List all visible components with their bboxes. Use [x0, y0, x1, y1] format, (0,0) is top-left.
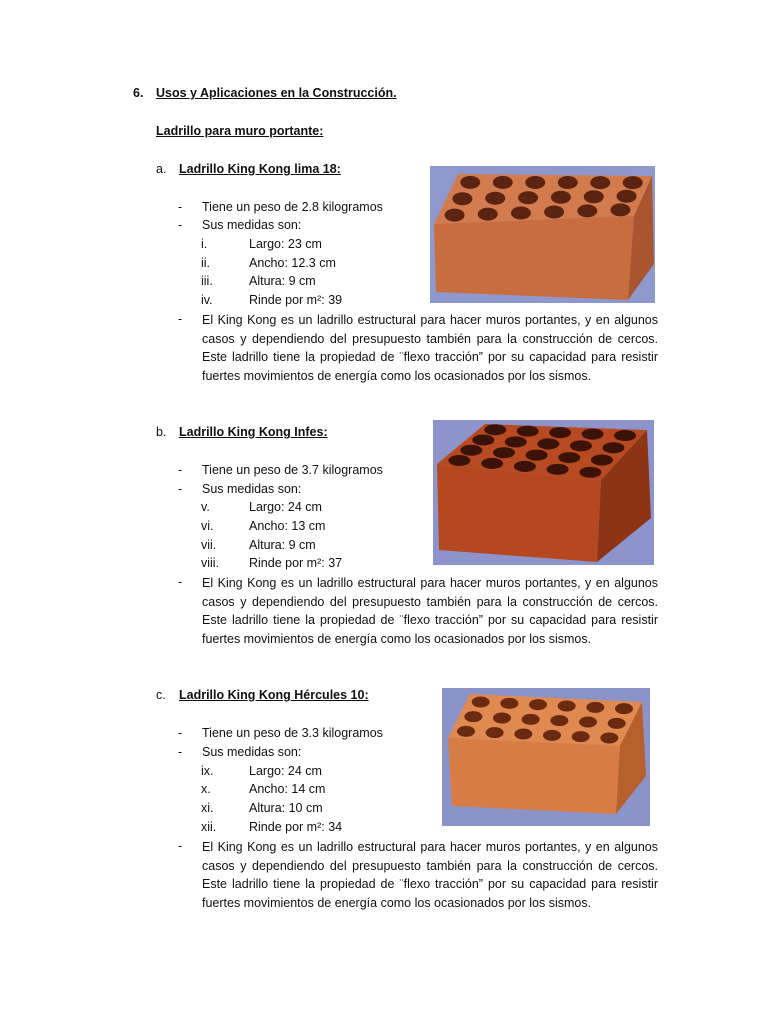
brick-hole [478, 208, 498, 221]
measure-text: Largo: 24 cm [249, 500, 322, 514]
brick-hole [485, 192, 505, 205]
brick-hole [615, 703, 633, 714]
brick-b-weight: Tiene un peso de 3.7 kilogramos [202, 463, 383, 477]
brick-a-image [430, 166, 655, 303]
measure-text: Rinde por m²: 34 [249, 820, 343, 834]
brick-hole [448, 455, 470, 466]
bullet-dash: - [178, 745, 183, 759]
brick-hole [610, 203, 630, 216]
brick-hole [500, 698, 518, 709]
measure-number: vii. [201, 538, 217, 552]
brick-hole [484, 424, 506, 435]
brick-hole [579, 467, 601, 478]
brick-b-measures-label: Sus medidas son: [202, 482, 302, 496]
measure-number: ii. [201, 256, 211, 270]
brick-a-weight: Tiene un peso de 2.8 kilogramos [202, 200, 383, 214]
brick-c-title: Ladrillo King Kong Hércules 10: [179, 688, 369, 702]
measure-text: Largo: 23 cm [249, 237, 322, 251]
brick-hole [472, 434, 494, 445]
brick-hole [522, 714, 540, 725]
brick-hole [579, 717, 597, 728]
brick-hole [526, 450, 548, 461]
brick-hole [486, 727, 504, 738]
measure-number: i. [201, 237, 208, 251]
brick-hole [586, 702, 604, 713]
brick-hole [525, 176, 545, 189]
measure-text: Rinde por m²: 39 [249, 293, 343, 307]
brick-a-description: El King Kong es un ladrillo estructural para hacer muros portantes, y en algunos casos y dependiendo del presupuesto también para la construcción de cercos. Este ladrillo tiene la propiedad de ¨flexo tracción” por su capacidad para resistir fuertes movimientos de energía como los ocasionados por los sismos. [202, 313, 658, 383]
measure-text: Altura: 9 cm [249, 274, 316, 288]
brick-b-image [433, 420, 654, 565]
bullet-dash: - [178, 726, 183, 740]
brick-hole [577, 204, 597, 217]
brick-hole [614, 430, 636, 441]
section-title: Usos y Aplicaciones en la Construcción. [156, 86, 397, 100]
brick-hole [590, 176, 610, 189]
measure-number: viii. [201, 556, 220, 570]
brick-hole [493, 713, 511, 724]
brick-hole [460, 176, 480, 189]
brick-front-face [448, 738, 620, 814]
brick-hole [529, 699, 547, 710]
brick-hole [549, 427, 571, 438]
brick-hole [572, 731, 590, 742]
bullet-dash: - [178, 575, 183, 589]
brick-hole [608, 718, 626, 729]
brick-a-title: Ladrillo King Kong lima 18: [179, 162, 341, 176]
brick-hole [623, 176, 643, 189]
brick-hole [558, 701, 576, 712]
brick-hole [544, 205, 564, 218]
brick-hole [493, 176, 513, 189]
bullet-dash: - [178, 482, 183, 496]
brick-hole [472, 697, 490, 708]
brick-c-description: El King Kong es un ladrillo estructural para hacer muros portantes, y en algunos casos y dependiendo del presupuesto también para la construcción de cercos. Este ladrillo tiene la propiedad de ¨flexo tracción” por su capacidad para resistir fuertes movimientos de energía como los ocasionados por los sismos. [202, 840, 658, 910]
brick-hole [457, 726, 475, 737]
brick-hole [464, 711, 482, 722]
brick-hole [518, 191, 538, 204]
brick-hole [452, 192, 472, 205]
section-number: 6. [133, 86, 144, 100]
measure-number: iii. [201, 274, 213, 288]
measure-number: xi. [201, 801, 214, 815]
brick-c-weight: Tiene un peso de 3.3 kilogramos [202, 726, 383, 740]
brick-hole [582, 429, 604, 440]
brick-hole [551, 191, 571, 204]
brick-a-measures-label: Sus medidas son: [202, 218, 302, 232]
measure-text: Rinde por m²: 37 [249, 556, 343, 570]
measure-number: xii. [201, 820, 217, 834]
section-subtitle: Ladrillo para muro portante: [156, 124, 324, 138]
brick-hole [543, 730, 561, 741]
measure-text: Largo: 24 cm [249, 764, 322, 778]
brick-hole [602, 442, 624, 453]
bullet-dash: - [178, 463, 183, 477]
measure-text: Ancho: 14 cm [249, 782, 326, 796]
brick-hole [558, 176, 578, 189]
measure-text: Ancho: 13 cm [249, 519, 326, 533]
brick-b-letter: b. [156, 425, 167, 439]
brick-hole [445, 209, 465, 222]
bullet-dash: - [178, 218, 183, 232]
brick-hole [537, 438, 559, 449]
brick-hole [511, 207, 531, 220]
measure-text: Altura: 10 cm [249, 801, 323, 815]
measure-number: vi. [201, 519, 214, 533]
brick-hole [617, 190, 637, 203]
bullet-dash: - [178, 312, 183, 326]
brick-hole [584, 190, 604, 203]
bullet-dash: - [178, 200, 183, 214]
bullet-dash: - [178, 839, 183, 853]
brick-hole [514, 461, 536, 472]
brick-c-image [442, 688, 650, 826]
brick-c-letter: c. [156, 688, 166, 702]
measure-number: iv. [201, 293, 213, 307]
brick-hole [558, 452, 580, 463]
brick-hole [600, 733, 618, 744]
measure-text: Altura: 9 cm [249, 538, 316, 552]
brick-hole [570, 440, 592, 451]
brick-hole [493, 447, 515, 458]
brick-hole [547, 464, 569, 475]
brick-hole [591, 455, 613, 466]
brick-front-face [437, 464, 601, 562]
measure-number: ix. [201, 764, 214, 778]
brick-hole [460, 445, 482, 456]
brick-b-description: El King Kong es un ladrillo estructural para hacer muros portantes, y en algunos casos y dependiendo del presupuesto también para la construcción de cercos. Este ladrillo tiene la propiedad de ¨flexo tracción” por su capacidad para resistir fuertes movimientos de energía como los ocasionados por los sismos. [202, 576, 658, 646]
brick-front-face [434, 216, 634, 300]
brick-hole [517, 426, 539, 437]
brick-hole [514, 729, 532, 740]
measure-text: Ancho: 12.3 cm [249, 256, 336, 270]
brick-hole [505, 436, 527, 447]
brick-hole [550, 715, 568, 726]
brick-b-title: Ladrillo King Kong Infes: [179, 425, 328, 439]
brick-a-letter: a. [156, 162, 167, 176]
brick-c-measures-label: Sus medidas son: [202, 745, 302, 759]
brick-hole [481, 458, 503, 469]
measure-number: x. [201, 782, 211, 796]
measure-number: v. [201, 500, 210, 514]
